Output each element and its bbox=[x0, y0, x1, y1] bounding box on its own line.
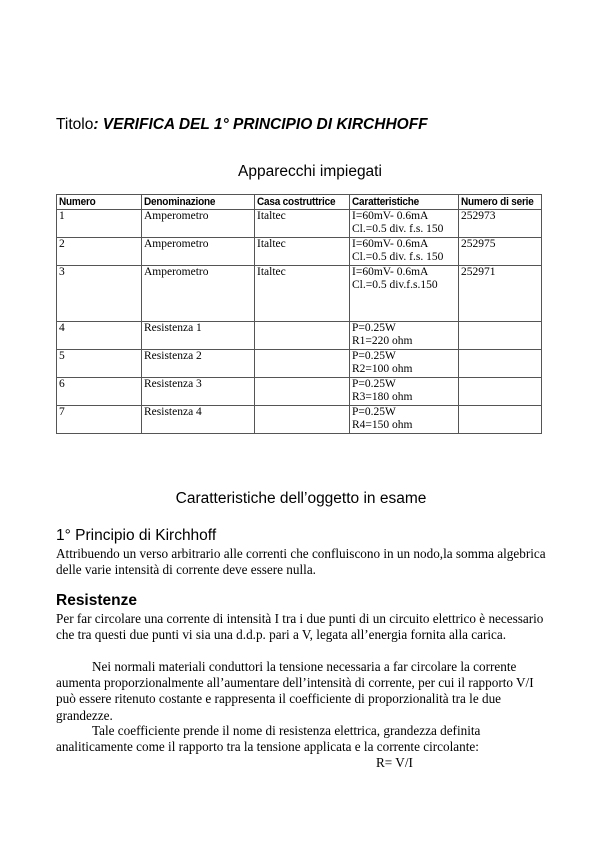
table-row bbox=[57, 321, 542, 349]
cell-casa bbox=[255, 349, 350, 377]
cell-denominazione: Amperometro bbox=[142, 209, 255, 237]
cell-numero: 3 bbox=[57, 265, 142, 321]
table-row bbox=[57, 265, 542, 321]
kirchhoff-heading: 1° Principio di Kirchhoff bbox=[56, 527, 217, 544]
column-header-denominazione: Denominazione bbox=[142, 194, 255, 210]
table-row bbox=[57, 209, 542, 237]
column-header-numero: Numero bbox=[57, 194, 142, 210]
kirchhoff-paragraph: Attribuendo un verso arbitrario alle correnti che confluiscono in un nodo,la somma algebrica delle varie intensità di corrente deve essere nulla. bbox=[56, 546, 546, 578]
cell-denominazione: Amperometro bbox=[142, 265, 255, 321]
cell-car-line2: Cl.=0.5 div. f.s. 150 bbox=[352, 251, 444, 263]
cell-car-line1: P=0.25W bbox=[352, 377, 396, 390]
cell-caratteristiche bbox=[350, 321, 459, 349]
resistenze-paragraph-3: Tale coefficiente prende il nome di resistenza elettrica, grandezza definita analiticamente come il rapporto tra la tensione applicata e la corrente circolante: bbox=[56, 723, 481, 755]
cell-serie bbox=[459, 321, 542, 349]
equipment-heading: Apparecchi impiegati bbox=[238, 163, 382, 180]
cell-caratteristiche bbox=[350, 405, 459, 433]
title-label: Titolo bbox=[56, 116, 94, 133]
resistenze-paragraph-2: Nei normali materiali conduttori la tensione necessaria a far circolare la corrente aumenta proporzionalmente all’aumentare dell’intensità di corrente, per cui il rapporto V/I può essere ritenuto costante e rappresenta il coefficiente di proporzionalità tra le due grandezze. bbox=[56, 659, 534, 723]
title-text: : VERIFICA DEL 1° PRINCIPIO DI KIRCHHOFF bbox=[93, 116, 428, 133]
resistenze-heading: Resistenze bbox=[56, 592, 137, 609]
cell-car-line1: I=60mV- 0.6mA bbox=[352, 209, 429, 222]
column-header-serie: Numero di serie bbox=[459, 194, 542, 210]
cell-serie: 252973 bbox=[459, 209, 542, 237]
cell-car-line1: P=0.25W bbox=[352, 349, 396, 362]
cell-casa bbox=[255, 377, 350, 405]
cell-denominazione: Resistenza 3 bbox=[142, 377, 255, 405]
cell-car-line1: I=60mV- 0.6mA bbox=[352, 265, 429, 278]
characteristics-heading: Caratteristiche dell’oggetto in esame bbox=[175, 490, 427, 507]
cell-car-line1: P=0.25W bbox=[352, 405, 396, 418]
column-header-caratteristiche: Caratteristiche bbox=[350, 194, 459, 210]
table-header-row bbox=[57, 195, 542, 210]
document-title bbox=[56, 116, 428, 134]
cell-denominazione: Amperometro bbox=[142, 237, 255, 265]
cell-car-line2: R1=220 ohm bbox=[352, 335, 413, 347]
cell-numero: 6 bbox=[57, 377, 142, 405]
cell-caratteristiche bbox=[350, 349, 459, 377]
column-header-casa: Casa costruttrice bbox=[255, 194, 350, 210]
cell-numero: 1 bbox=[57, 209, 142, 237]
cell-car-line2: Cl.=0.5 div. f.s. 150 bbox=[352, 223, 444, 235]
cell-numero: 5 bbox=[57, 349, 142, 377]
equipment-table bbox=[56, 194, 542, 434]
cell-car-line2: R2=100 ohm bbox=[352, 363, 413, 375]
cell-caratteristiche bbox=[350, 377, 459, 405]
cell-casa bbox=[255, 405, 350, 433]
cell-denominazione: Resistenza 2 bbox=[142, 349, 255, 377]
cell-caratteristiche bbox=[350, 209, 459, 237]
cell-car-line1: P=0.25W bbox=[352, 321, 396, 334]
cell-car-line2: R4=150 ohm bbox=[352, 419, 413, 431]
table-row bbox=[57, 377, 542, 405]
table-row bbox=[57, 237, 542, 265]
cell-denominazione: Resistenza 4 bbox=[142, 405, 255, 433]
cell-caratteristiche bbox=[350, 265, 459, 321]
cell-serie bbox=[459, 377, 542, 405]
cell-casa: Italtec bbox=[255, 237, 350, 265]
cell-casa: Italtec bbox=[255, 265, 350, 321]
cell-car-line1: I=60mV- 0.6mA bbox=[352, 237, 429, 250]
cell-serie bbox=[459, 349, 542, 377]
cell-denominazione: Resistenza 1 bbox=[142, 321, 255, 349]
cell-car-line2: Cl.=0.5 div.f.s.150 bbox=[352, 279, 438, 291]
cell-serie: 252971 bbox=[459, 265, 542, 321]
resistenze-paragraph-1: Per far circolare una corrente di intensità I tra i due punti di un circuito elettrico è necessario che tra questi due punti vi sia una d.d.p. pari a V, legata all’energia fornita alla carica. bbox=[56, 611, 544, 643]
cell-caratteristiche bbox=[350, 237, 459, 265]
table-row bbox=[57, 349, 542, 377]
cell-serie bbox=[459, 405, 542, 433]
cell-numero: 2 bbox=[57, 237, 142, 265]
table-row bbox=[57, 405, 542, 433]
cell-car-line2: R3=180 ohm bbox=[352, 391, 413, 403]
cell-numero: 4 bbox=[57, 321, 142, 349]
cell-serie: 252975 bbox=[459, 237, 542, 265]
cell-casa: Italtec bbox=[255, 209, 350, 237]
cell-casa bbox=[255, 321, 350, 349]
resistance-formula: R= V/I bbox=[376, 755, 413, 770]
cell-numero: 7 bbox=[57, 405, 142, 433]
